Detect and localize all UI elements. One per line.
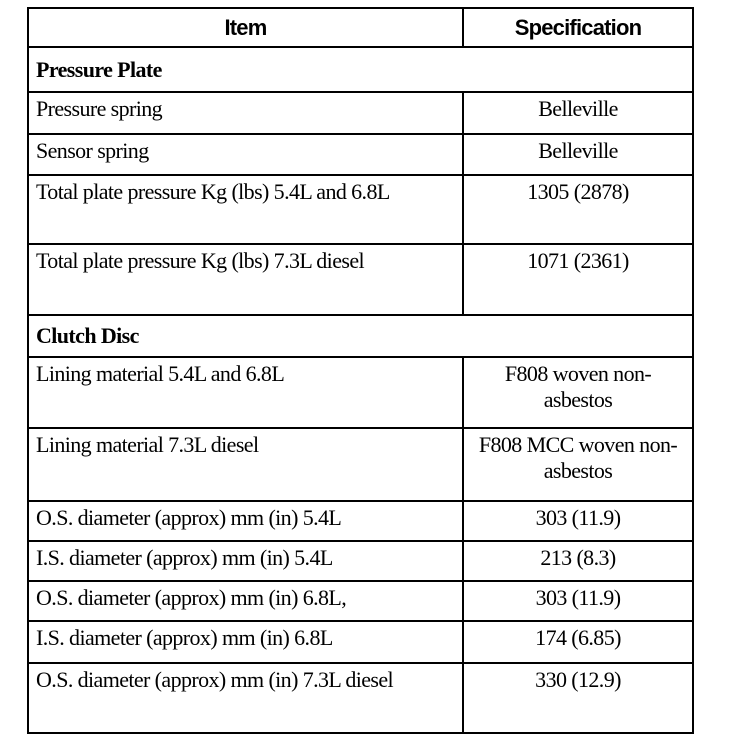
item-cell: Total plate pressure Kg (lbs) 5.4L and 6.8L bbox=[28, 175, 463, 244]
item-cell: I.S. diameter (approx) mm (in) 5.4L bbox=[28, 541, 463, 581]
spec-cell: Belleville bbox=[463, 134, 693, 175]
item-cell: Total plate pressure Kg (lbs) 7.3L diesel bbox=[28, 244, 463, 315]
item-cell: O.S. diameter (approx) mm (in) 7.3L diesel bbox=[28, 663, 463, 733]
specification-table bbox=[27, 7, 694, 734]
item-cell: Lining material 5.4L and 6.8L bbox=[28, 357, 463, 428]
table-row bbox=[28, 92, 693, 134]
spec-cell: 174 (6.85) bbox=[463, 621, 693, 663]
table-row bbox=[28, 428, 693, 501]
table-row bbox=[28, 175, 693, 244]
header-row bbox=[28, 8, 693, 47]
column-header-specification: Specification bbox=[463, 8, 693, 47]
spec-cell: 330 (12.9) bbox=[463, 663, 693, 733]
table-row bbox=[28, 581, 693, 621]
spec-cell: F808 woven non-asbestos bbox=[463, 357, 693, 428]
item-cell: O.S. diameter (approx) mm (in) 6.8L, bbox=[28, 581, 463, 621]
item-cell: O.S. diameter (approx) mm (in) 5.4L bbox=[28, 501, 463, 541]
item-cell: Sensor spring bbox=[28, 134, 463, 175]
spec-cell: 213 (8.3) bbox=[463, 541, 693, 581]
section-title-clutch-disc: Clutch Disc bbox=[28, 315, 693, 357]
spec-cell: 303 (11.9) bbox=[463, 501, 693, 541]
spec-cell: 303 (11.9) bbox=[463, 581, 693, 621]
section-title-pressure-plate: Pressure Plate bbox=[28, 47, 693, 92]
spec-cell: 1071 (2361) bbox=[463, 244, 693, 315]
item-cell: Lining material 7.3L diesel bbox=[28, 428, 463, 501]
column-header-item: Item bbox=[28, 8, 463, 47]
section-row bbox=[28, 47, 693, 92]
spec-cell: 1305 (2878) bbox=[463, 175, 693, 244]
table-row bbox=[28, 134, 693, 175]
table-row bbox=[28, 541, 693, 581]
item-cell: Pressure spring bbox=[28, 92, 463, 134]
table-row bbox=[28, 501, 693, 541]
table-row bbox=[28, 621, 693, 663]
table-row bbox=[28, 663, 693, 733]
table-row bbox=[28, 357, 693, 428]
spec-cell: F808 MCC woven non-asbestos bbox=[463, 428, 693, 501]
spec-cell: Belleville bbox=[463, 92, 693, 134]
item-cell: I.S. diameter (approx) mm (in) 6.8L bbox=[28, 621, 463, 663]
section-row bbox=[28, 315, 693, 357]
table-row bbox=[28, 244, 693, 315]
